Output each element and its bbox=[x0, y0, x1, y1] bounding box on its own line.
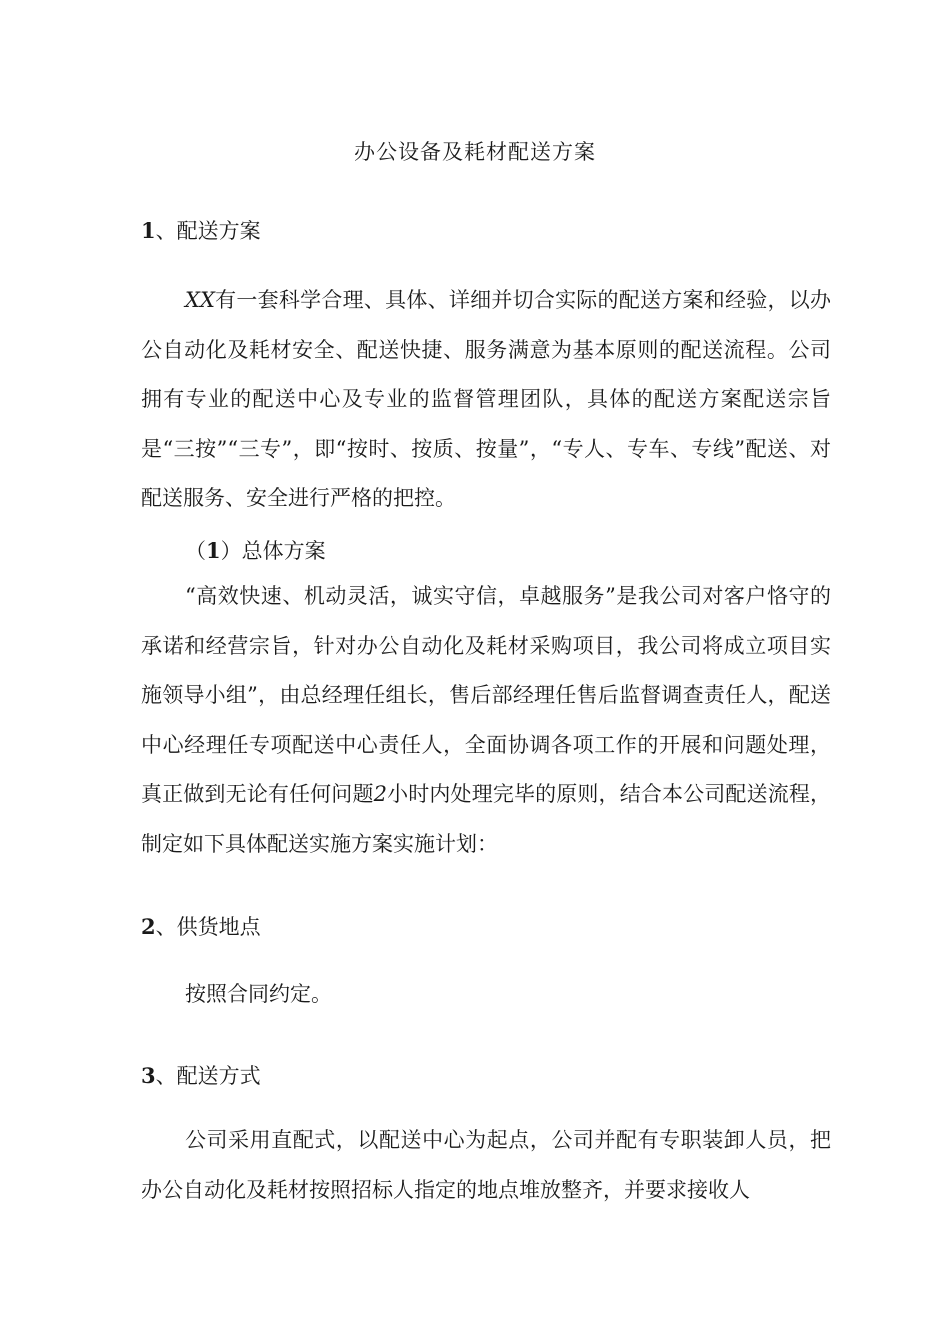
subsection-number: 1 bbox=[206, 538, 221, 563]
section-3-number: 3 bbox=[141, 1063, 156, 1088]
company-placeholder: XX bbox=[185, 288, 215, 312]
section-1-paragraph-2 bbox=[141, 572, 831, 869]
section-1-heading bbox=[141, 215, 261, 245]
section-2-paragraph-1: 按照合同约定。 bbox=[185, 982, 332, 1006]
section-3-paragraph-1: 公司采用直配式，以配送中心为起点，公司并配有专职装卸人员，把办公自动化及耗材按照招标人指定的地点堆放整齐，并要求接收人 bbox=[141, 1128, 831, 1202]
section-3-heading bbox=[141, 1060, 261, 1090]
section-2-heading bbox=[141, 911, 261, 941]
section-1-paragraph-2-text-a: “高效快速、机动灵活，诚实守信，卓越服务”是我公司对客户恪守的承诺和经营宗旨，针对办公自动化及耗材采购项目，我公司将成立项目实施领导小组”，由总经理任组长，售后部经理任售后监督调查责任人，配送中心经理任专项配送中心责任人，全面协调各项工作的开展和问题处理，真正做到无论有任何问题 bbox=[141, 584, 831, 806]
hours-number: 2 bbox=[373, 782, 387, 806]
section-1-paragraph-1-text: 有一套科学合理、具体、详细并切合实际的配送方案和经验，以办公自动化及耗材安全、配送快捷、服务满意为基本原则的配送流程。公司拥有专业的配送中心及专业的监督管理团队，具体的配送方案配送宗旨是“三按”“三专”，即“按时、按质、按量”，“专人、专车、专线”配送、对配送服务、安全进行严格的把控。 bbox=[141, 288, 831, 510]
section-2-number: 2 bbox=[141, 914, 156, 939]
section-1-paragraph-2-text-b: 小时内处理完毕的原则，结合本公司配送流程，制定如下具体配送实施方案实施计划： bbox=[141, 782, 832, 856]
section-1-paragraph-1 bbox=[141, 276, 831, 524]
subsection-open-paren: （ bbox=[185, 539, 206, 563]
section-2-label: 、供货地点 bbox=[155, 915, 261, 939]
section-1-number: 1 bbox=[141, 218, 156, 243]
section-1-label: 、配送方案 bbox=[155, 219, 261, 243]
subsection-1-heading bbox=[185, 535, 326, 565]
subsection-label: ）总体方案 bbox=[220, 539, 326, 563]
document-title: 办公设备及耗材配送方案 bbox=[354, 140, 596, 164]
section-3-label: 、配送方式 bbox=[155, 1064, 261, 1088]
